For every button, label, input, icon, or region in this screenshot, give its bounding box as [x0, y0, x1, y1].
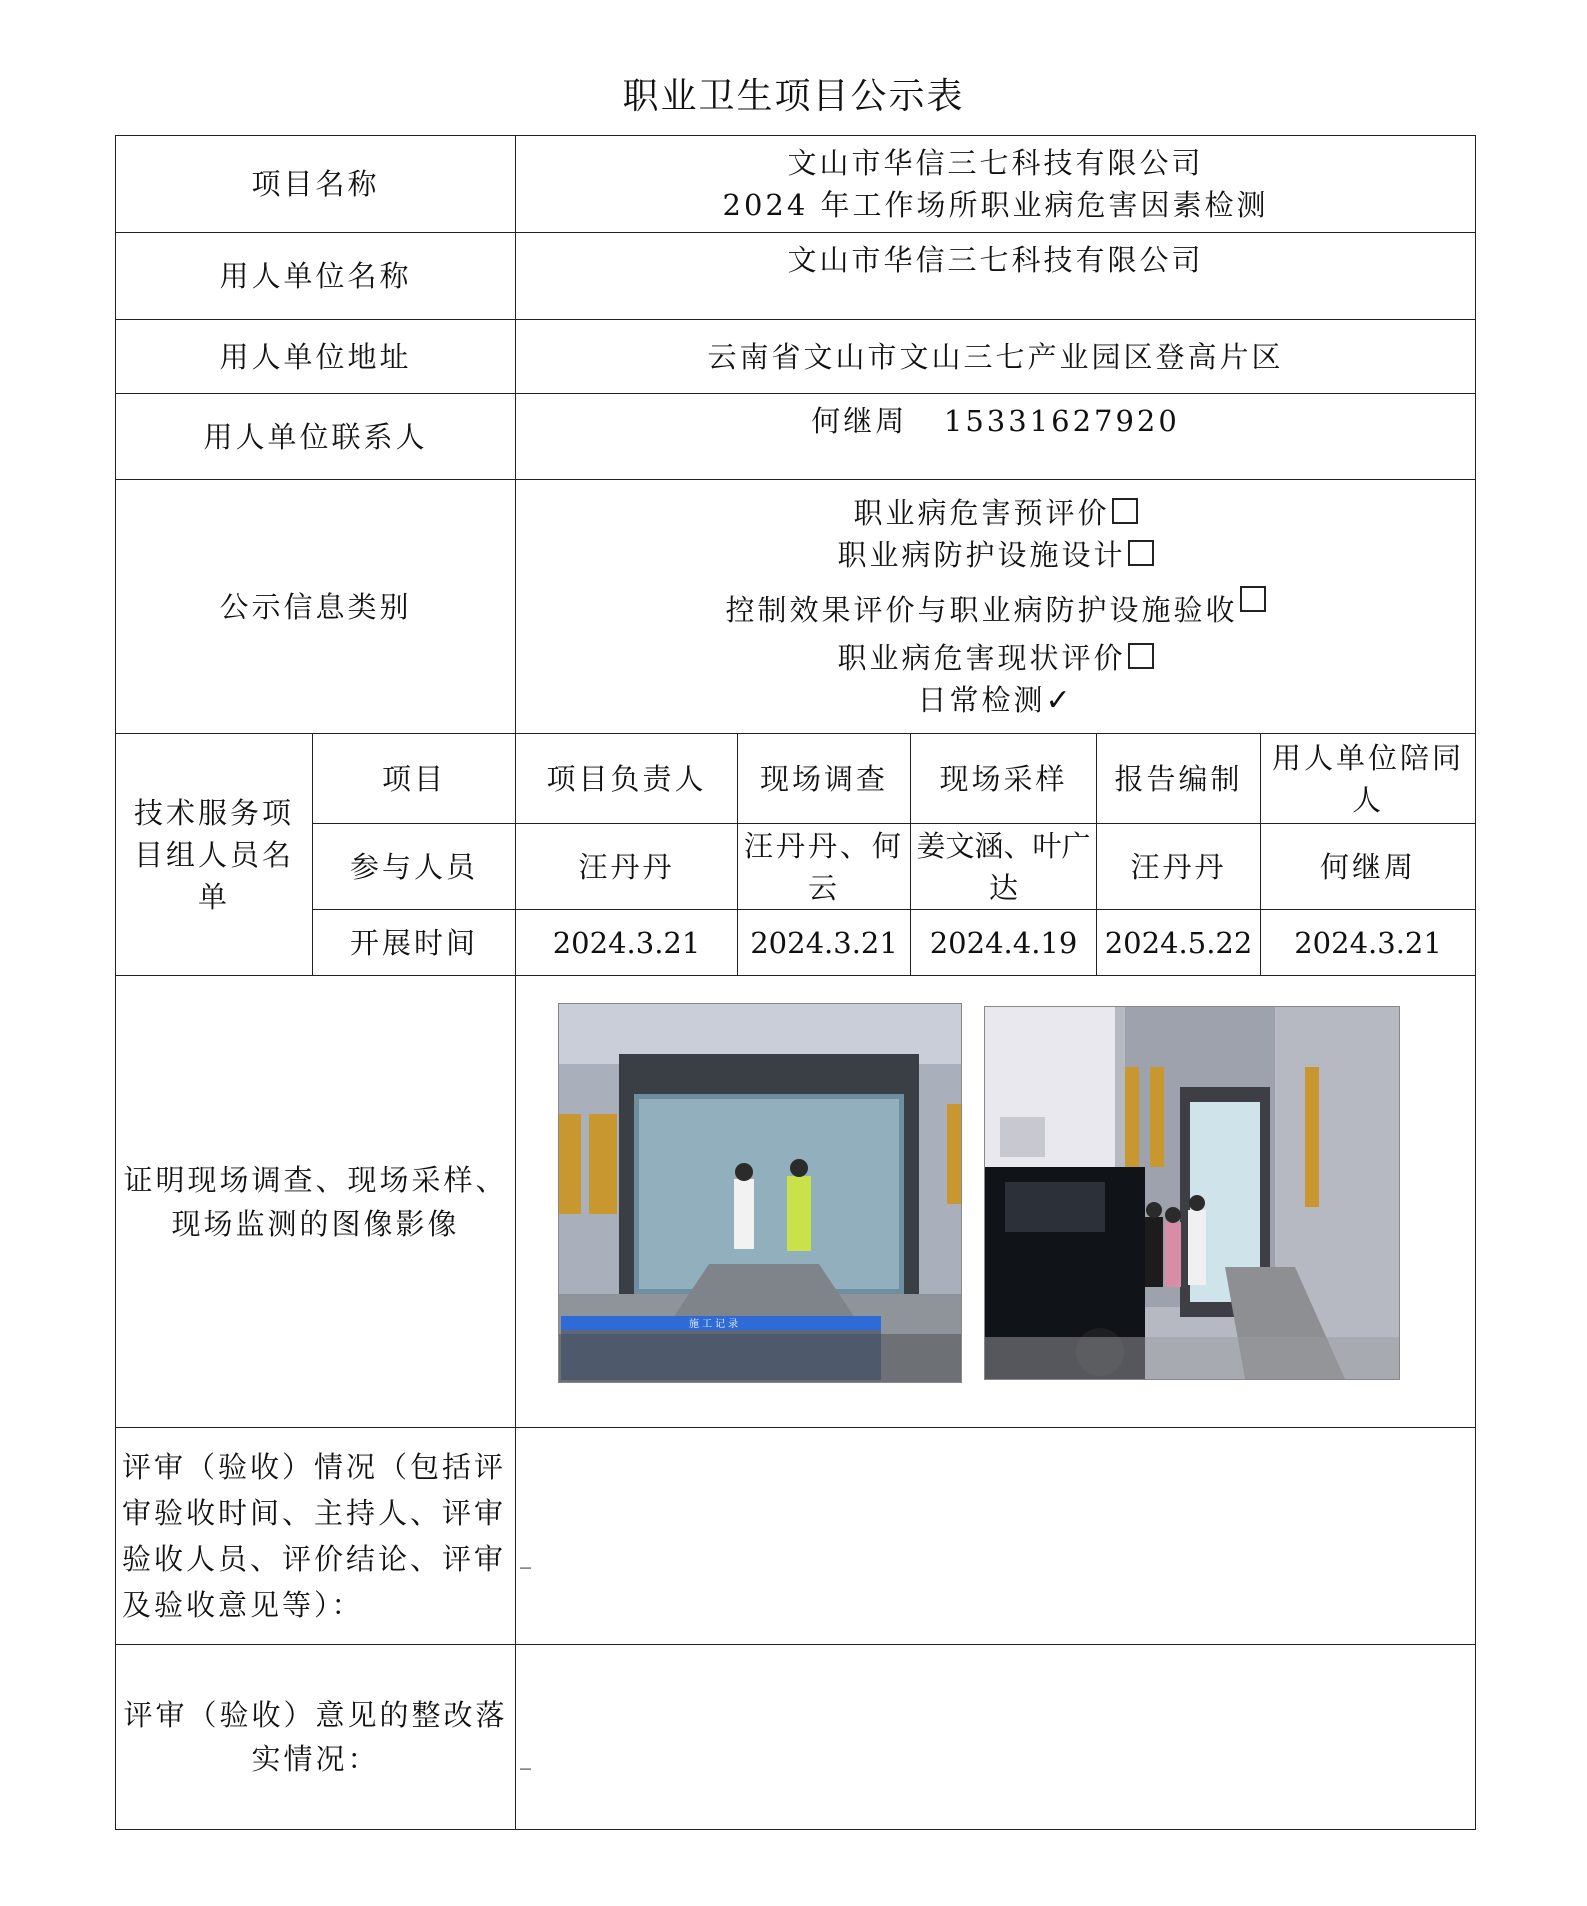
participants-label: 参与人员	[313, 824, 516, 910]
info-category-options	[516, 480, 1476, 734]
date-report: 2024.5.22	[1097, 910, 1261, 976]
participant-survey: 汪丹丹、何云	[738, 824, 911, 910]
participant-sampling: 姜文涵、叶广达	[911, 824, 1097, 910]
team-participants-row	[116, 824, 1476, 910]
participant-report: 汪丹丹	[1097, 824, 1261, 910]
category-option-control-effect: 控制效果评价与职业病防护设施验收	[520, 586, 1471, 631]
site-photo-2	[984, 1006, 1400, 1380]
employer-name-label: 用人单位名称	[116, 233, 516, 320]
participant-lead: 汪丹丹	[516, 824, 738, 910]
dates-label: 开展时间	[313, 910, 516, 976]
review-value: _	[520, 1544, 535, 1569]
checkmark-icon: ✓	[1045, 682, 1074, 718]
rectification-value-cell	[516, 1645, 1476, 1830]
photos-cell	[516, 976, 1476, 1428]
checkbox-unchecked-icon	[1112, 498, 1138, 524]
info-category-label: 公示信息类别	[116, 480, 516, 734]
date-survey: 2024.3.21	[738, 910, 911, 976]
row-employer-contact	[116, 394, 1476, 480]
team-header-escort: 用人单位陪同人	[1261, 734, 1476, 824]
row-employer-address	[116, 320, 1476, 394]
page-title: 职业卫生项目公示表	[622, 76, 965, 117]
rectification-label: 评审（验收）意见的整改落实情况：	[116, 1645, 516, 1830]
employer-contact-label: 用人单位联系人	[116, 394, 516, 480]
participant-escort: 何继周	[1261, 824, 1476, 910]
date-escort: 2024.3.21	[1261, 910, 1476, 976]
checkbox-unchecked-icon	[1128, 540, 1154, 566]
project-name-line1: 文山市华信三七科技有限公司	[787, 146, 1204, 180]
site-photo-2-image	[985, 1007, 1399, 1379]
row-photos	[116, 976, 1476, 1428]
review-value-cell	[516, 1428, 1476, 1645]
disclosure-table	[115, 135, 1476, 1830]
team-dates-row	[116, 910, 1476, 976]
date-lead: 2024.3.21	[516, 910, 738, 976]
project-name-line2: 2024 年工作场所职业病危害因素检测	[722, 188, 1269, 222]
category-option-facility-design: 职业病防护设施设计	[520, 534, 1471, 576]
photo-container	[516, 977, 1475, 1427]
team-header-item: 项目	[313, 734, 516, 824]
employer-address-label: 用人单位地址	[116, 320, 516, 394]
checkbox-unchecked-icon	[1128, 643, 1154, 669]
checkbox-unchecked-icon	[1240, 586, 1266, 612]
photo-banner-text: 施工记录	[689, 1318, 742, 1330]
team-header-row	[116, 734, 1476, 824]
employer-address-value: 云南省文山市文山三七产业园区登高片区	[516, 320, 1476, 394]
project-name-label: 项目名称	[116, 136, 516, 233]
category-option-status-evaluation: 职业病危害现状评价	[520, 637, 1471, 679]
team-header-sampling: 现场采样	[911, 734, 1097, 824]
category-option-routine-testing: 日常检测✓	[917, 682, 1074, 718]
row-rectification	[116, 1645, 1476, 1830]
team-header-lead: 项目负责人	[516, 734, 738, 824]
rectification-value: _	[520, 1745, 535, 1770]
team-label: 技术服务项目组人员名单	[116, 734, 313, 976]
project-name-value	[516, 136, 1476, 233]
row-review	[116, 1428, 1476, 1645]
category-option-pre-evaluation: 职业病危害预评价	[520, 492, 1471, 534]
site-photo-1	[558, 1003, 962, 1383]
employer-name-value: 文山市华信三七科技有限公司	[516, 233, 1476, 320]
row-employer-name	[116, 233, 1476, 320]
photos-label: 证明现场调查、现场采样、现场监测的图像影像	[116, 976, 516, 1428]
site-photo-1-image	[559, 1004, 961, 1382]
date-sampling: 2024.4.19	[911, 910, 1097, 976]
team-header-report: 报告编制	[1097, 734, 1261, 824]
team-header-survey: 现场调查	[738, 734, 911, 824]
row-project-name	[116, 136, 1476, 233]
review-label: 评审（验收）情况（包括评审验收时间、主持人、评审验收人员、评价结论、评审及验收意见等）：	[116, 1428, 516, 1645]
employer-contact-value: 何继周 15331627920	[516, 394, 1476, 480]
row-info-category	[116, 480, 1476, 734]
